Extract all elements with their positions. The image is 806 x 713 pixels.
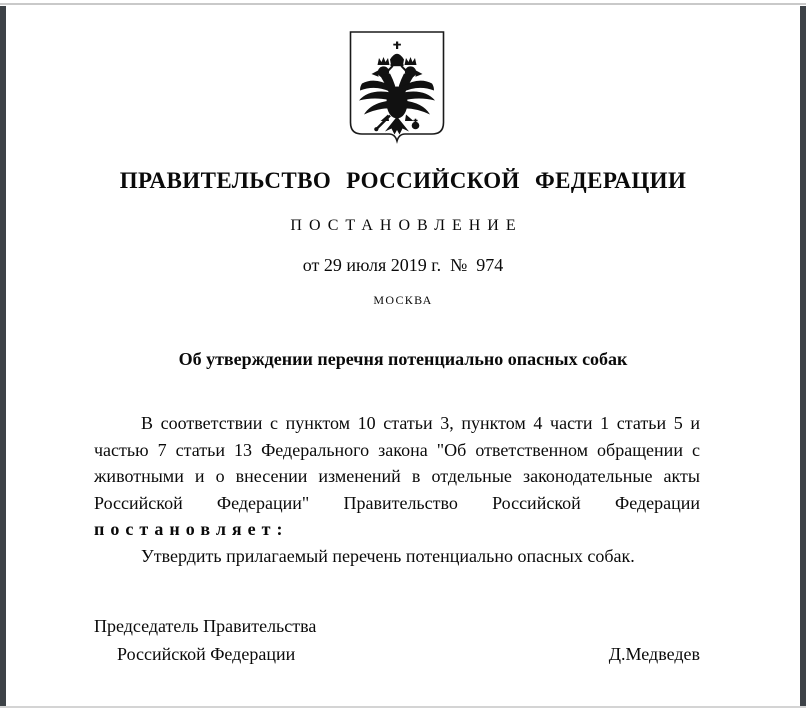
body-paragraph-1 <box>94 410 700 543</box>
decree-verb: постановляет: <box>94 519 289 539</box>
signer-position-line-1: Председатель Правительства <box>94 616 317 636</box>
body-paragraph-2: Утвердить прилагаемый перечень потенциально опасных собак. <box>141 545 635 566</box>
decree-city: МОСКВА <box>373 293 433 307</box>
decree-type-heading: ПОСТАНОВЛЕНИЕ <box>290 217 523 234</box>
decree-body <box>94 410 700 569</box>
signature-block <box>94 612 700 668</box>
signer-name: Д.Медведев <box>608 644 700 664</box>
government-heading: ПРАВИТЕЛЬСТВО РОССИЙСКОЙ ФЕДЕРАЦИИ <box>119 168 687 193</box>
paragraph-1-text: В соответствии с пунктом 10 статьи 3, пунктом 4 части 1 статьи 5 и частью 7 статьи 13 Федерального закона "Об ответственном обращении с животными и о внесении изменений в отдельные законодательные акты Российской Федерации" Правительство Российской Федерации <box>94 413 700 513</box>
signer-position-line-2: Российской Федерации <box>117 644 296 664</box>
decree-date-number: от 29 июля 2019 г. № 974 <box>302 255 504 275</box>
russian-coat-of-arms-icon <box>349 30 445 144</box>
decree-title: Об утверждении перечня потенциально опасных собак <box>178 349 628 369</box>
page-bottom-rule <box>0 706 806 708</box>
